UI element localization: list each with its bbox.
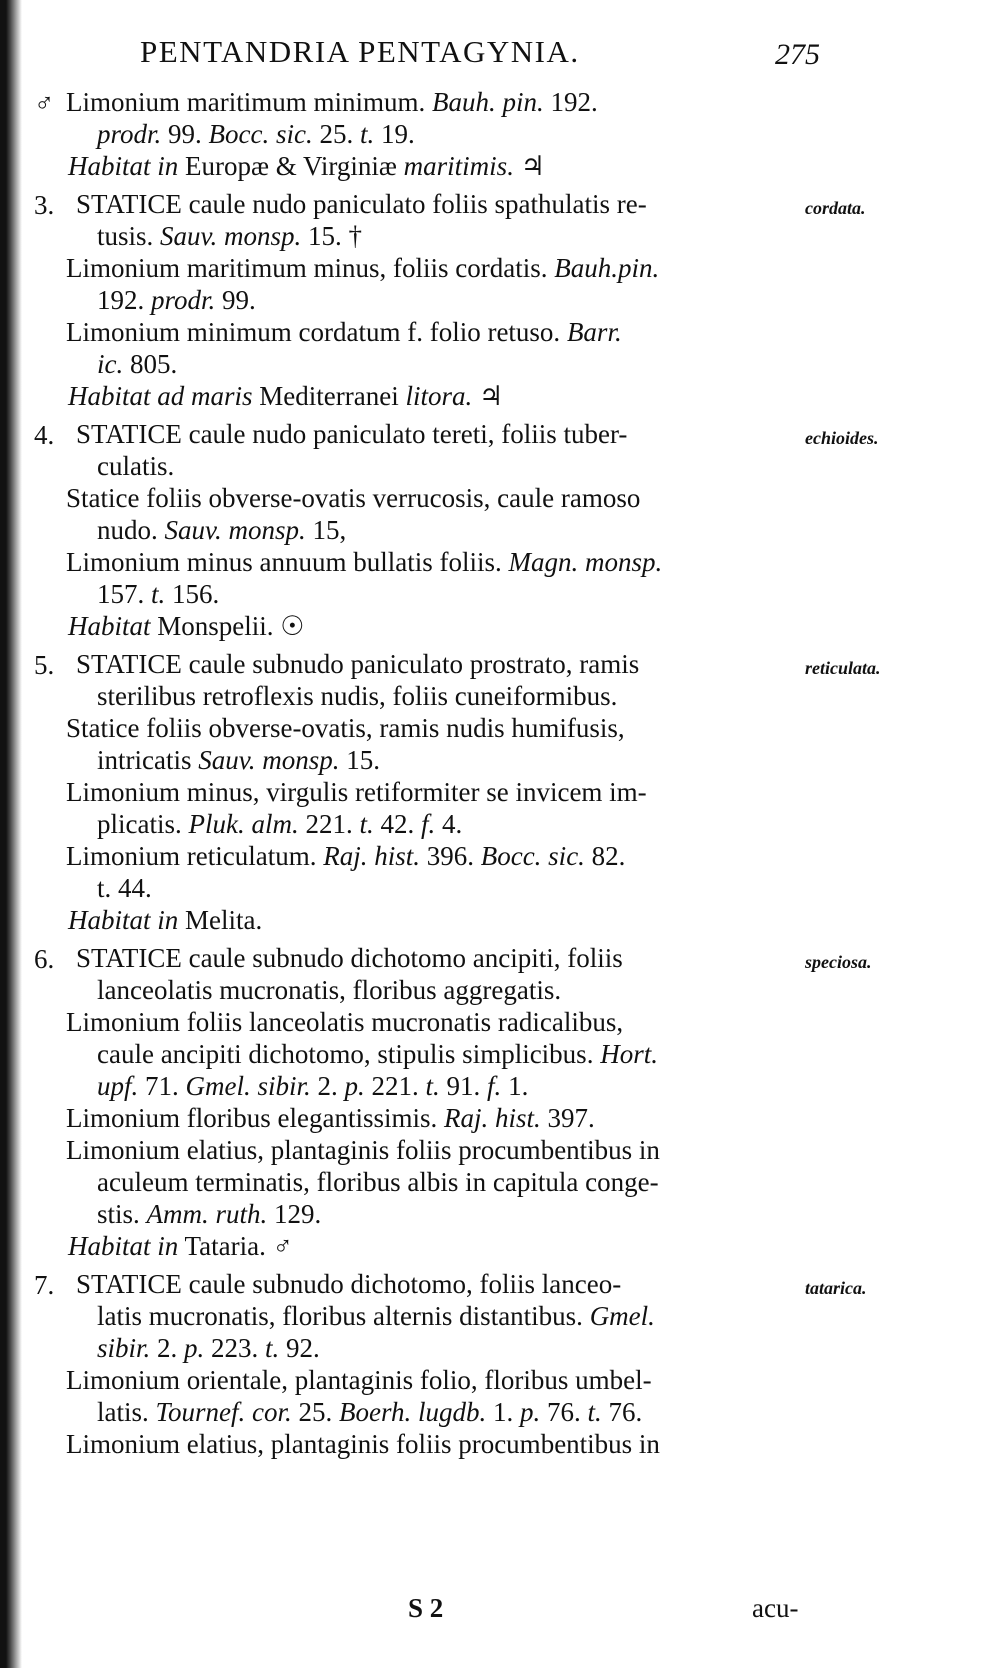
text-line [0,808,1000,840]
italic-text: ic. [97,349,124,379]
italic-text: f. [487,1071,502,1101]
roman-text: Melita. [178,905,263,935]
italic-text: Raj. hist. [443,1103,541,1133]
italic-text: p. [184,1333,205,1363]
roman-text: Limonium floribus elegantissimis. [66,1103,444,1133]
roman-text: 25. [312,119,360,149]
roman-text: STATICE caule subnudo dichotomo ancipiti, foliis [76,943,623,973]
roman-text: 99. [161,119,209,149]
italic-text: Boerh. lugdb. [339,1397,487,1427]
text-line [0,974,1000,1006]
italic-text: Habitat in [68,1231,179,1261]
roman-text: tusis. [97,221,161,251]
text-line [0,904,1000,936]
margin-epithet: tatarica. [805,1278,867,1298]
italic-text: sibir. [97,1333,151,1363]
roman-text: Statice foliis obverse-ovatis, ramis nudis humifusis, [66,713,625,743]
text-line [0,514,1000,546]
roman-text: 15. † [301,221,363,251]
text-line [0,150,1000,182]
italic-text: Tournef. cor. [155,1397,292,1427]
page-header [0,28,1000,78]
italic-text: Magn. monsp. [508,547,663,577]
entry-number: 6. [34,944,55,974]
margin-epithet: reticulata. [805,658,881,678]
text-line [0,1428,1000,1460]
text-line [0,1134,1000,1166]
roman-text: 192. [97,285,151,315]
text-line [0,1198,1000,1230]
roman-text: Limonium maritimum minus, foliis cordatis. [66,253,555,283]
roman-text: 2. [310,1071,345,1101]
species-entry [0,648,1000,936]
roman-text: stis. [97,1199,147,1229]
italic-text: Hort. [600,1039,658,1069]
species-entry [0,942,1000,1262]
roman-text: 15. [339,745,380,775]
roman-text: Tataria. ♂ [178,1231,293,1261]
italic-text: t. [425,1071,440,1101]
text-line [0,86,1000,118]
roman-text: STATICE caule subnudo dichotomo, foliis lanceo- [76,1269,622,1299]
italic-text: litora. [405,381,473,411]
italic-text: Bocc. sic. [208,119,313,149]
roman-text: intricatis [97,745,199,775]
text-line [0,648,1000,680]
text-line [0,482,1000,514]
italic-text: t. [151,579,166,609]
roman-text: 221. [364,1071,426,1101]
roman-text: 71. [138,1071,186,1101]
italic-text: t. [587,1397,602,1427]
text-line [0,1038,1000,1070]
text-line [0,1230,1000,1262]
roman-text: latis mucronatis, floribus alternis distantibus. [97,1301,590,1331]
page-number: 275 [775,38,820,71]
roman-text: 76. [540,1397,588,1427]
roman-text: culatis. [97,451,175,481]
margin-epithet: echioides. [805,428,879,448]
roman-text: 91. [439,1071,488,1101]
roman-text: 42. [373,809,421,839]
text-line [0,418,1000,450]
text-line [0,840,1000,872]
italic-text: p. [520,1397,541,1427]
roman-text: 2. [150,1333,185,1363]
roman-text: 25. [291,1397,340,1427]
roman-text: 4. [435,809,463,839]
roman-text: 156. [165,579,220,609]
italic-text: t. [265,1333,280,1363]
roman-text: caule ancipiti dichotomo, stipulis simplicibus. [97,1039,601,1069]
italic-text: prodr. [97,119,162,149]
roman-text: 223. [204,1333,266,1363]
roman-text: ♃ [513,151,545,181]
text-line [0,610,1000,642]
roman-text: 92. [279,1333,320,1363]
catchword: acu- [752,1593,799,1623]
text-line [0,942,1000,974]
italic-text: Bauh. pin. [432,87,544,117]
italic-text: Habitat [68,611,151,641]
roman-text: aculeum terminatis, floribus albis in capitula conge- [97,1167,659,1197]
roman-text: STATICE caule subnudo paniculato prostrato, ramis [76,649,640,679]
roman-text: Limonium minimum cordatum f. folio retuso. [66,317,567,347]
text-line [0,680,1000,712]
roman-text: Mediterranei [252,381,406,411]
italic-text: maritimis. [403,151,514,181]
text-line [0,380,1000,412]
roman-text: 396. [419,841,481,871]
entry-number: 7. [34,1270,55,1300]
entry-number: 5. [34,650,55,680]
text-line [0,872,1000,904]
text-line [0,744,1000,776]
text-line [0,450,1000,482]
roman-text: sterilibus retroflexis nudis, foliis cuneiformibus. [97,681,618,711]
text-line [0,348,1000,380]
text-line [0,1006,1000,1038]
roman-text: 129. [267,1199,322,1229]
text-line [0,1300,1000,1332]
roman-text: Monspelii. ☉ [150,611,305,641]
text-line [0,578,1000,610]
roman-text: 82. [584,841,626,871]
text-line [0,316,1000,348]
italic-text: p. [344,1071,365,1101]
text-line [0,284,1000,316]
text-line [0,1070,1000,1102]
italic-text: Gmel. [589,1301,655,1331]
italic-text: Habitat ad maris [68,381,253,411]
text-line [0,1364,1000,1396]
species-entry [0,418,1000,642]
text-line [0,776,1000,808]
roman-text: Statice foliis obverse-ovatis verrucosis, caule ramoso [66,483,641,513]
roman-text: Europæ & Virginiæ [178,151,404,181]
roman-text: 1. [501,1071,529,1101]
margin-epithet: cordata. [805,198,866,218]
italic-text: Barr. [566,317,622,347]
roman-text: Limonium foliis lanceolatis mucronatis radicalibus, [66,1007,624,1037]
italic-text: upf. [97,1071,139,1101]
roman-text: 1. [486,1397,521,1427]
italic-text: Gmel. sibir. [185,1071,311,1101]
text-line [0,546,1000,578]
roman-text: 397. [540,1103,595,1133]
italic-text: Habitat in [68,905,179,935]
italic-text: Raj. hist. [323,841,420,871]
roman-text: nudo. [97,515,165,545]
text-line [0,1102,1000,1134]
text-line [0,252,1000,284]
text-line [0,188,1000,220]
entry-number: 3. [34,190,55,220]
italic-text: Sauv. monsp. [160,221,302,251]
italic-text: Sauv. monsp. [198,745,340,775]
entry-number: 4. [34,420,55,450]
roman-text: plicatis. [97,809,189,839]
text-line [0,118,1000,150]
species-entries [0,86,1000,1466]
roman-text: Limonium orientale, plantaginis folio, floribus umbel- [66,1365,652,1395]
roman-text: STATICE caule nudo paniculato tereti, foliis tuber- [76,419,628,449]
margin-epithet: speciosa. [805,952,872,972]
text-line [0,220,1000,252]
roman-text: 15, [305,515,347,545]
roman-text: 19. [374,119,415,149]
running-head: PENTANDRIA PENTAGYNIA. [140,34,580,69]
italic-text: Bocc. sic. [480,841,585,871]
text-line [0,1268,1000,1300]
text-line [0,712,1000,744]
roman-text: Limonium minus, virgulis retiformiter se invicem im- [66,777,647,807]
roman-text: Limonium elatius, plantaginis foliis procumbentibus in [66,1135,660,1165]
italic-text: t. [359,809,374,839]
italic-text: Habitat in [68,151,179,181]
roman-text: t. 44. [97,873,152,903]
signature-mark: S 2 [408,1593,444,1623]
species-entry [0,86,1000,182]
roman-text: Limonium reticulatum. [66,841,324,871]
text-line [0,1332,1000,1364]
italic-text: Sauv. monsp. [164,515,306,545]
italic-text: Amm. ruth. [146,1199,268,1229]
roman-text: ♃ [472,381,504,411]
roman-text: STATICE caule nudo paniculato foliis spathulatis re- [76,189,647,219]
roman-text: lanceolatis mucronatis, floribus aggregatis. [97,975,562,1005]
roman-text: 805. [123,349,178,379]
italic-text: Pluk. alm. [188,809,299,839]
italic-text: t. [359,119,375,149]
roman-text: 99. [215,285,256,315]
text-line [0,1396,1000,1428]
roman-text: 221. [298,809,360,839]
italic-text: prodr. [151,285,216,315]
italic-text: f. [420,809,436,839]
roman-text: latis. [97,1397,156,1427]
roman-text: 76. [601,1397,643,1427]
roman-text: Limonium minus annuum bullatis foliis. [66,547,509,577]
text-line [0,1166,1000,1198]
roman-text: Limonium maritimum minimum. [66,87,432,117]
species-entry [0,188,1000,412]
species-entry [0,1268,1000,1460]
entry-number: ♂ [34,88,55,118]
roman-text: Limonium elatius, plantaginis foliis procumbentibus in [66,1429,660,1459]
italic-text: Bauh.pin. [554,253,660,283]
roman-text: 192. [543,87,598,117]
roman-text: 157. [97,579,151,609]
